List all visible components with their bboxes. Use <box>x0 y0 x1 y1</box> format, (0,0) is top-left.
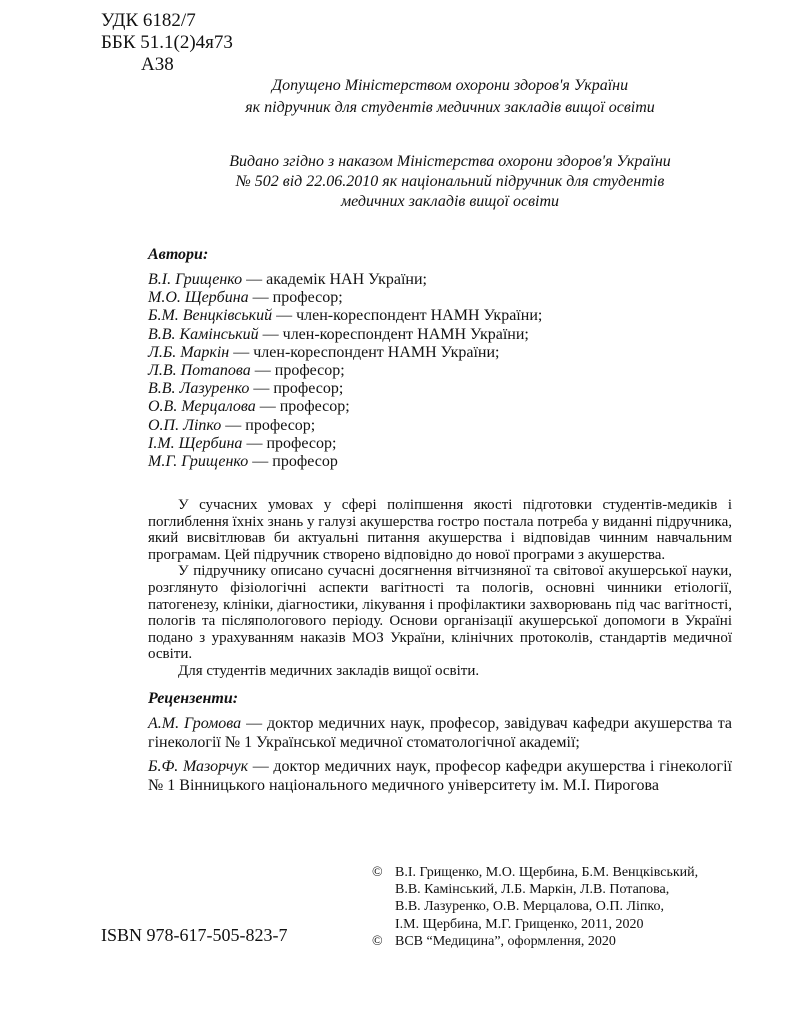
classification-block <box>101 10 233 76</box>
author-role: — член-кореспондент НАМН України; <box>272 307 543 325</box>
author-role: — професор; <box>221 416 316 434</box>
udk-code: УДК 6182/7 <box>101 10 196 31</box>
abstract-paragraph: У підручнику описано сучасні досягнення вітчизняної та світової акушерської науки, розглянуто фізіологічні аспекти вагітності та пологів, основні чинники етіології, патогенезу, клініки, діагностики, лікування і профілактики захворювань під час вагітності, пологів та післяпологового періоду. Основи організації акушерської допомоги в Україні подано з урахуванням наказів МОЗ України, клінічних протоколів, стандартів медичної освіти. <box>148 563 732 663</box>
authors-heading: Автори: <box>148 246 209 263</box>
author-item <box>148 289 542 307</box>
author-name: М.Г. Грищенко <box>148 453 249 471</box>
order-line: медичних закладів вищої освіти <box>340 193 560 210</box>
reviewer-credentials: — доктор медичних наук, професор, завідувач кафедри акушерства та гінекології № 1 Української медичної стоматологічної академії; <box>148 715 733 751</box>
isbn: ISBN 978-617-505-823-7 <box>101 925 288 945</box>
author-role: — член-кореспондент НАМН України; <box>229 343 500 361</box>
copyright-line: В.В. Камінський, Л.Б. Маркін, Л.В. Потапова, <box>395 882 670 898</box>
reviewer-item <box>148 714 732 752</box>
author-item <box>148 453 542 471</box>
author-name: В.І. Грищенко <box>148 271 243 288</box>
ministry-approval <box>180 75 720 119</box>
copyright-symbol: © <box>372 865 383 880</box>
copyright-publisher <box>372 933 698 950</box>
reviewer-credentials: — доктор медичних наук, професор кафедри акушерства і гінекології № 1 Вінницького національного медичного університету ім. М.І. Пирогова <box>148 758 732 794</box>
author-name: М.О. Щербина <box>148 289 249 307</box>
copyright-line: В.І. Грищенко, М.О. Щербина, Б.М. Венцківський, <box>395 865 699 880</box>
order-line: Видано згідно з наказом Міністерства охорони здоров'я України <box>229 153 671 170</box>
reviewer-name: Б.Ф. Мазорчук <box>148 758 249 775</box>
author-name: Л.В. Потапова <box>148 362 251 380</box>
author-item <box>148 398 542 416</box>
author-role: — професор; <box>242 434 337 452</box>
author-name: І.М. Щербина <box>148 434 243 452</box>
reviewers-heading: Рецензенти: <box>148 690 239 707</box>
author-name: В.В. Камінський <box>148 325 259 343</box>
approval-line: як підручник для студентів медичних закладів вищої освіти <box>245 99 655 116</box>
author-item <box>148 344 542 362</box>
reviewer-name: А.М. Громова <box>148 715 242 732</box>
abstract-paragraph: Для студентів медичних закладів вищої освіти. <box>178 662 480 679</box>
author-role: — академік НАН України; <box>242 271 427 288</box>
author-role: — професор <box>248 453 338 471</box>
author-name: О.В. Мерцалова <box>148 398 256 416</box>
copyright-line: І.М. Щербина, М.Г. Грищенко, 2011, 2020 <box>395 916 644 932</box>
author-name: Л.Б. Маркін <box>148 343 230 361</box>
abstract <box>148 497 732 680</box>
author-role: — професор; <box>250 362 345 380</box>
approval-line: Допущено Міністерством охорони здоров'я України <box>271 77 629 94</box>
author-role: — професор; <box>255 398 350 416</box>
author-name: В.В. Лазуренко <box>148 380 250 398</box>
author-item <box>148 326 542 344</box>
publisher-line: ВСВ “Медицина”, оформлення, 2020 <box>395 933 616 949</box>
bbk-code: ББК 51.1(2)4я73 <box>101 32 233 53</box>
order-line: № 502 від 22.06.2010 як національний підручник для студентів <box>235 173 665 190</box>
author-item <box>148 307 542 325</box>
author-role: — професор; <box>248 289 343 307</box>
author-role: — член-кореспондент НАМН України; <box>258 325 529 343</box>
copyright-authors <box>372 864 698 933</box>
copyright-line: В.В. Лазуренко, О.В. Мерцалова, О.П. Ліпко, <box>395 899 664 915</box>
reviewer-item <box>148 757 732 795</box>
author-item <box>148 271 542 289</box>
author-role: — професор; <box>249 380 344 398</box>
author-item <box>148 417 542 435</box>
author-item <box>148 380 542 398</box>
copyright-block <box>372 864 698 950</box>
abstract-paragraph: У сучасних умовах у сфері поліпшення якості підготовки студентів-медиків і поглиблення їхніх знань у галузі акушерства гостро постала потреба у виданні підручника, який висвітлював би актуальні питання акушерства і відповідав чинним навчальним програмам. Цей підручник створено відповідно до нової програми з акушерства. <box>148 497 732 563</box>
author-name: Б.М. Венцківський <box>148 307 273 325</box>
author-item <box>148 435 542 453</box>
ministry-order <box>180 152 720 212</box>
author-item <box>148 362 542 380</box>
reviewers-list <box>148 714 732 800</box>
copyright-symbol: © <box>372 933 383 949</box>
author-name: О.П. Ліпко <box>148 416 222 434</box>
author-sign-code: А38 <box>141 54 174 75</box>
authors-list <box>148 271 542 471</box>
